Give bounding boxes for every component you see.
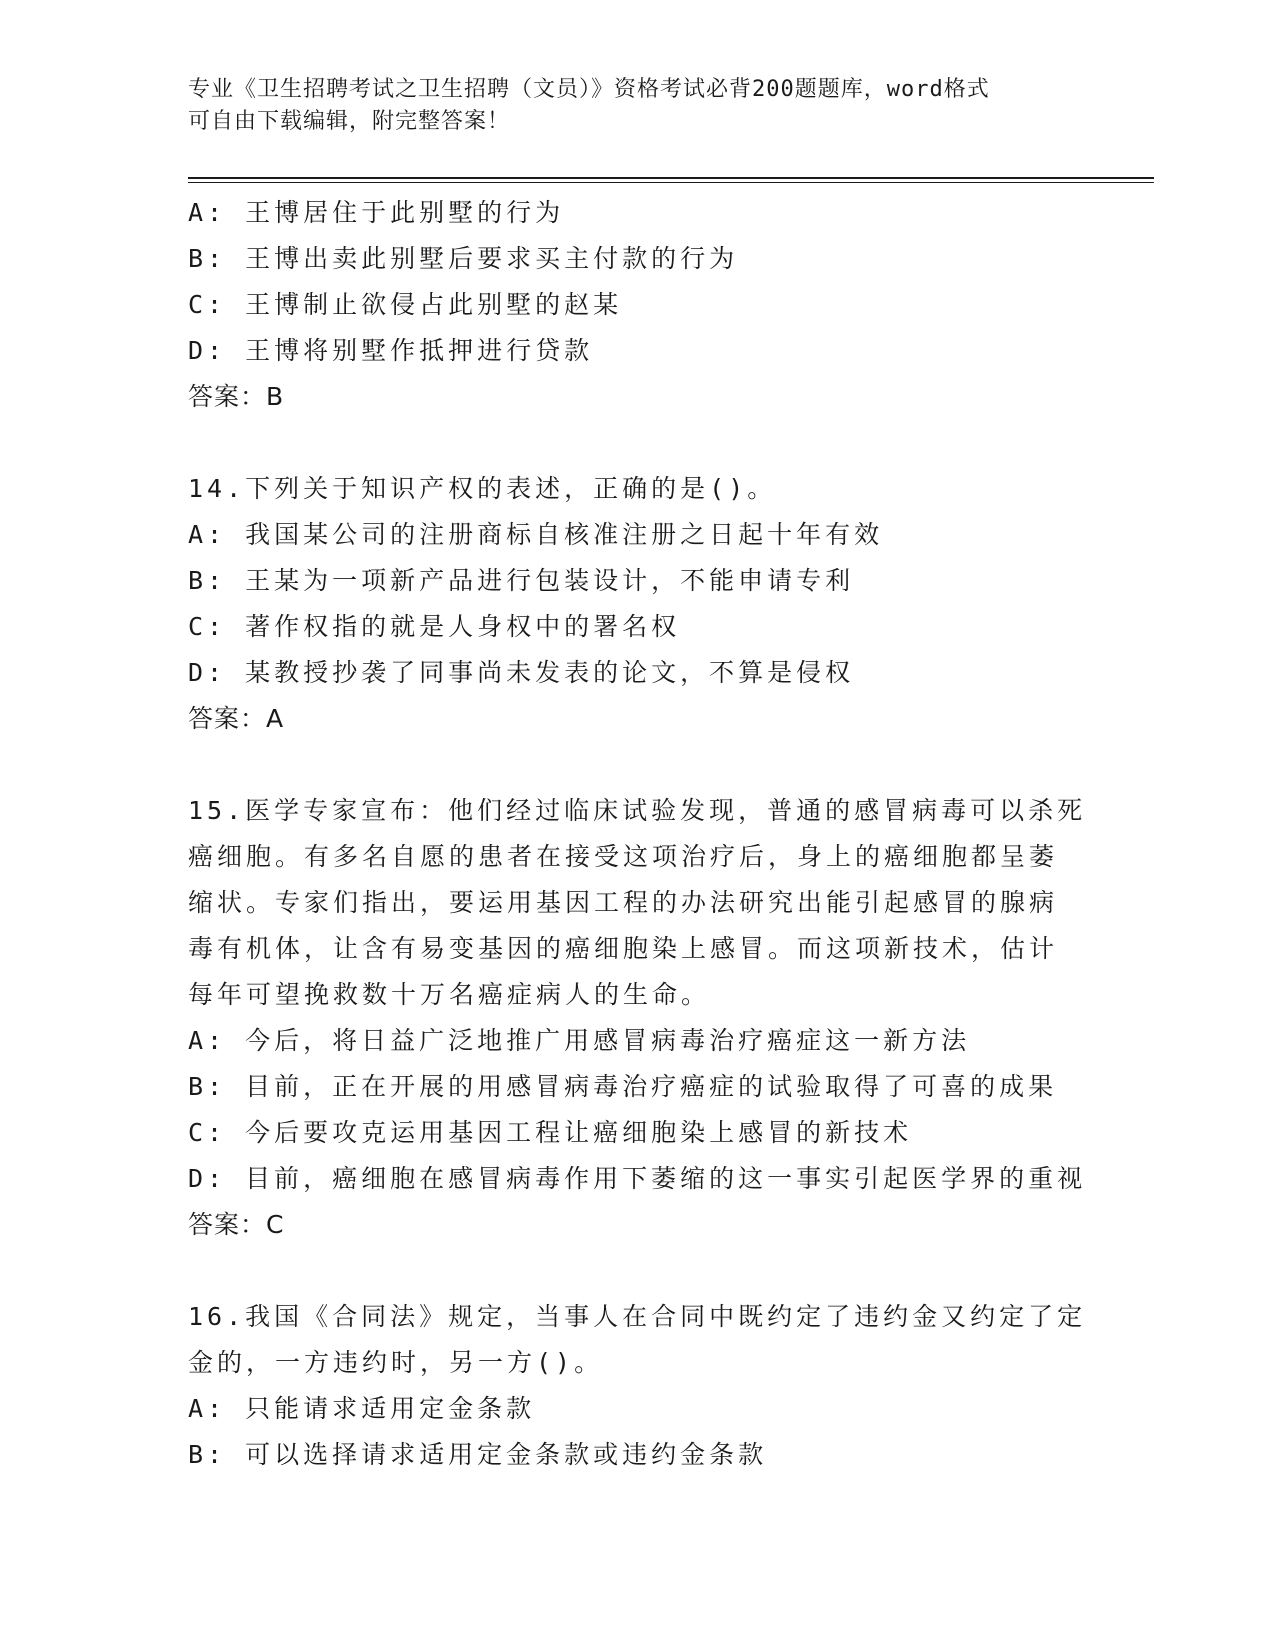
question-14 (188, 466, 1088, 742)
option-a: A: 今后，将日益广泛地推广用感冒病毒治疗癌症这一新方法 (188, 1026, 971, 1055)
question-stem-line: 每年可望挽救数十万名癌症病人的生命。 (188, 980, 711, 1009)
question-stem-line: 15.医学专家宣布：他们经过临床试验发现，普通的感冒病毒可以杀死 (188, 796, 1087, 825)
question-13 (188, 190, 1088, 420)
question-stem-line: 金的，一方违约时，另一方()。 (188, 1348, 604, 1377)
question-16 (188, 1294, 1088, 1478)
option-a: A: 王博居住于此别墅的行为 (188, 198, 565, 227)
option-c: C: 今后要攻克运用基因工程让癌细胞染上感冒的新技术 (188, 1118, 913, 1147)
option-b: B: 目前，正在开展的用感冒病毒治疗癌症的试验取得了可喜的成果 (188, 1072, 1058, 1101)
header-divider-thin (188, 182, 1154, 183)
question-stem: 14.下列关于知识产权的表述，正确的是()。 (188, 474, 777, 503)
option-a: A: 我国某公司的注册商标自核准注册之日起十年有效 (188, 520, 884, 549)
answer: 答案：A (188, 704, 285, 733)
spacer (188, 742, 1088, 788)
question-stem-line: 毒有机体，让含有易变基因的癌细胞染上感冒。而这项新技术，估计 (188, 934, 1059, 963)
header-line-2: 可自由下载编辑，附完整答案！ (188, 109, 511, 134)
option-b: B: 王某为一项新产品进行包装设计，不能申请专利 (188, 566, 855, 595)
question-stem-line: 缩状。专家们指出，要运用基因工程的办法研究出能引起感冒的腺病 (188, 888, 1059, 917)
option-d: D: 王博将别墅作抵押进行贷款 (188, 336, 594, 365)
question-stem-line: 16.我国《合同法》规定，当事人在合同中既约定了违约金又约定了定 (188, 1302, 1087, 1331)
spacer (188, 420, 1088, 466)
option-d: D: 某教授抄袭了同事尚未发表的论文，不算是侵权 (188, 658, 855, 687)
option-c: C: 著作权指的就是人身权中的署名权 (188, 612, 681, 641)
spacer (188, 1248, 1088, 1294)
question-15 (188, 788, 1088, 1248)
question-stem-line: 癌细胞。有多名自愿的患者在接受这项治疗后，身上的癌细胞都呈萎 (188, 842, 1059, 871)
option-b: B: 可以选择请求适用定金条款或违约金条款 (188, 1440, 768, 1469)
answer: 答案：C (188, 1210, 285, 1239)
header-divider-thick (188, 177, 1154, 179)
option-d: D: 目前，癌细胞在感冒病毒作用下萎缩的这一事实引起医学界的重视 (188, 1164, 1087, 1193)
option-c: C: 王博制止欲侵占此别墅的赵某 (188, 290, 623, 319)
header-line-1: 专业《卫生招聘考试之卫生招聘（文员）》资格考试必背200题题库，word格式 (188, 77, 990, 102)
option-a: A: 只能请求适用定金条款 (188, 1394, 536, 1423)
option-b: B: 王博出卖此别墅后要求买主付款的行为 (188, 244, 739, 273)
question-list (188, 190, 1088, 1478)
answer: 答案：B (188, 382, 285, 411)
page-header (188, 74, 1088, 138)
